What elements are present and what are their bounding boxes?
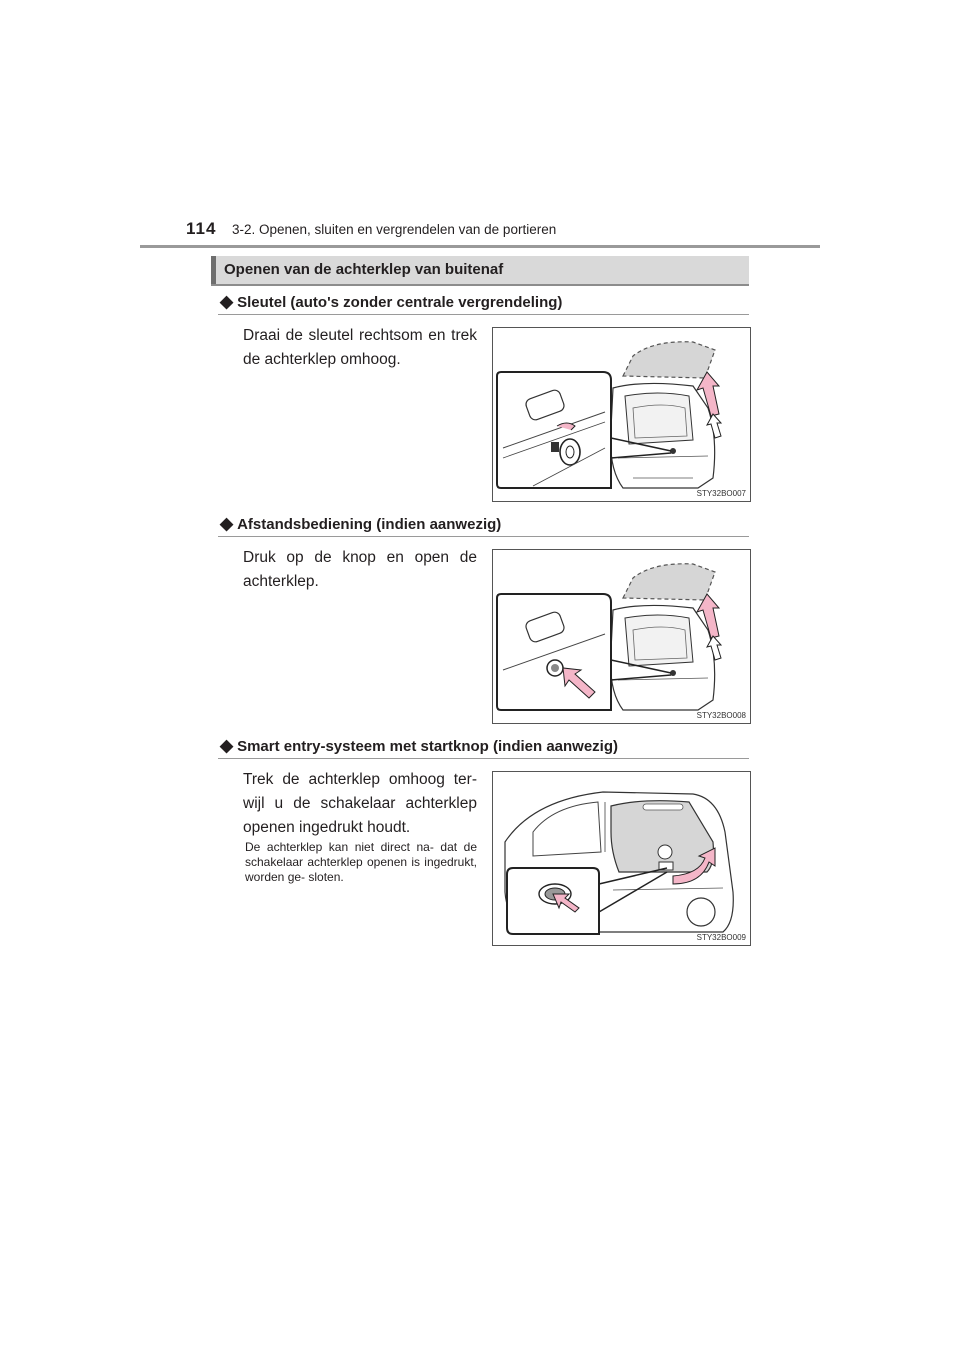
figure-code: STY32BO007 [696,489,746,498]
diamond-bullet-icon: ◆ [220,514,234,533]
note-text: De achterklep kan niet direct na- dat de schakelaar achterklep openen is ingedrukt, worden ge- sloten. [245,840,477,884]
figure-key-tailgate [492,327,751,502]
subsection-heading-text: Smart entry-systeem met startknop (indien aanwezig) [237,738,619,755]
header-rule [140,245,820,248]
section-title-bar [211,256,749,286]
illustration-smart-entry-tailgate [493,772,750,945]
section-bar-tab [211,256,216,284]
figure-smart-entry-tailgate [492,771,751,946]
diamond-bullet-icon: ◆ [220,292,234,311]
page-number: 114 [186,219,217,238]
diamond-bullet-icon: ◆ [220,736,234,755]
subsection-heading-key [220,292,562,312]
illustration-remote-tailgate [493,550,750,723]
section-title: Openen van de achterklep van buitenaf [224,261,504,278]
subsection-heading-text: Afstandsbediening (indien aanwezig) [237,516,502,533]
subsection-heading-remote [220,514,501,534]
subsection-rule [218,314,749,315]
subsection-rule [218,536,749,537]
running-title: 3-2. Openen, sluiten en vergrendelen van de portieren [232,222,557,237]
figure-remote-tailgate [492,549,751,724]
illustration-key-tailgate [493,328,750,501]
subsection-heading-text: Sleutel (auto's zonder centrale vergrendeling) [237,294,563,311]
instruction-text: Druk op de knop en open de achterklep. [243,549,477,590]
subsection-rule [218,758,749,759]
figure-code: STY32BO009 [696,933,746,942]
instruction-text: Trek de achterklep omhoog ter- wijl u de schakelaar achterklep openen ingedrukt houdt. [243,771,477,836]
figure-code: STY32BO008 [696,711,746,720]
subsection-heading-smart-entry [220,736,618,756]
instruction-text: Draai de sleutel rechtsom en trek de achterklep omhoog. [243,327,477,368]
